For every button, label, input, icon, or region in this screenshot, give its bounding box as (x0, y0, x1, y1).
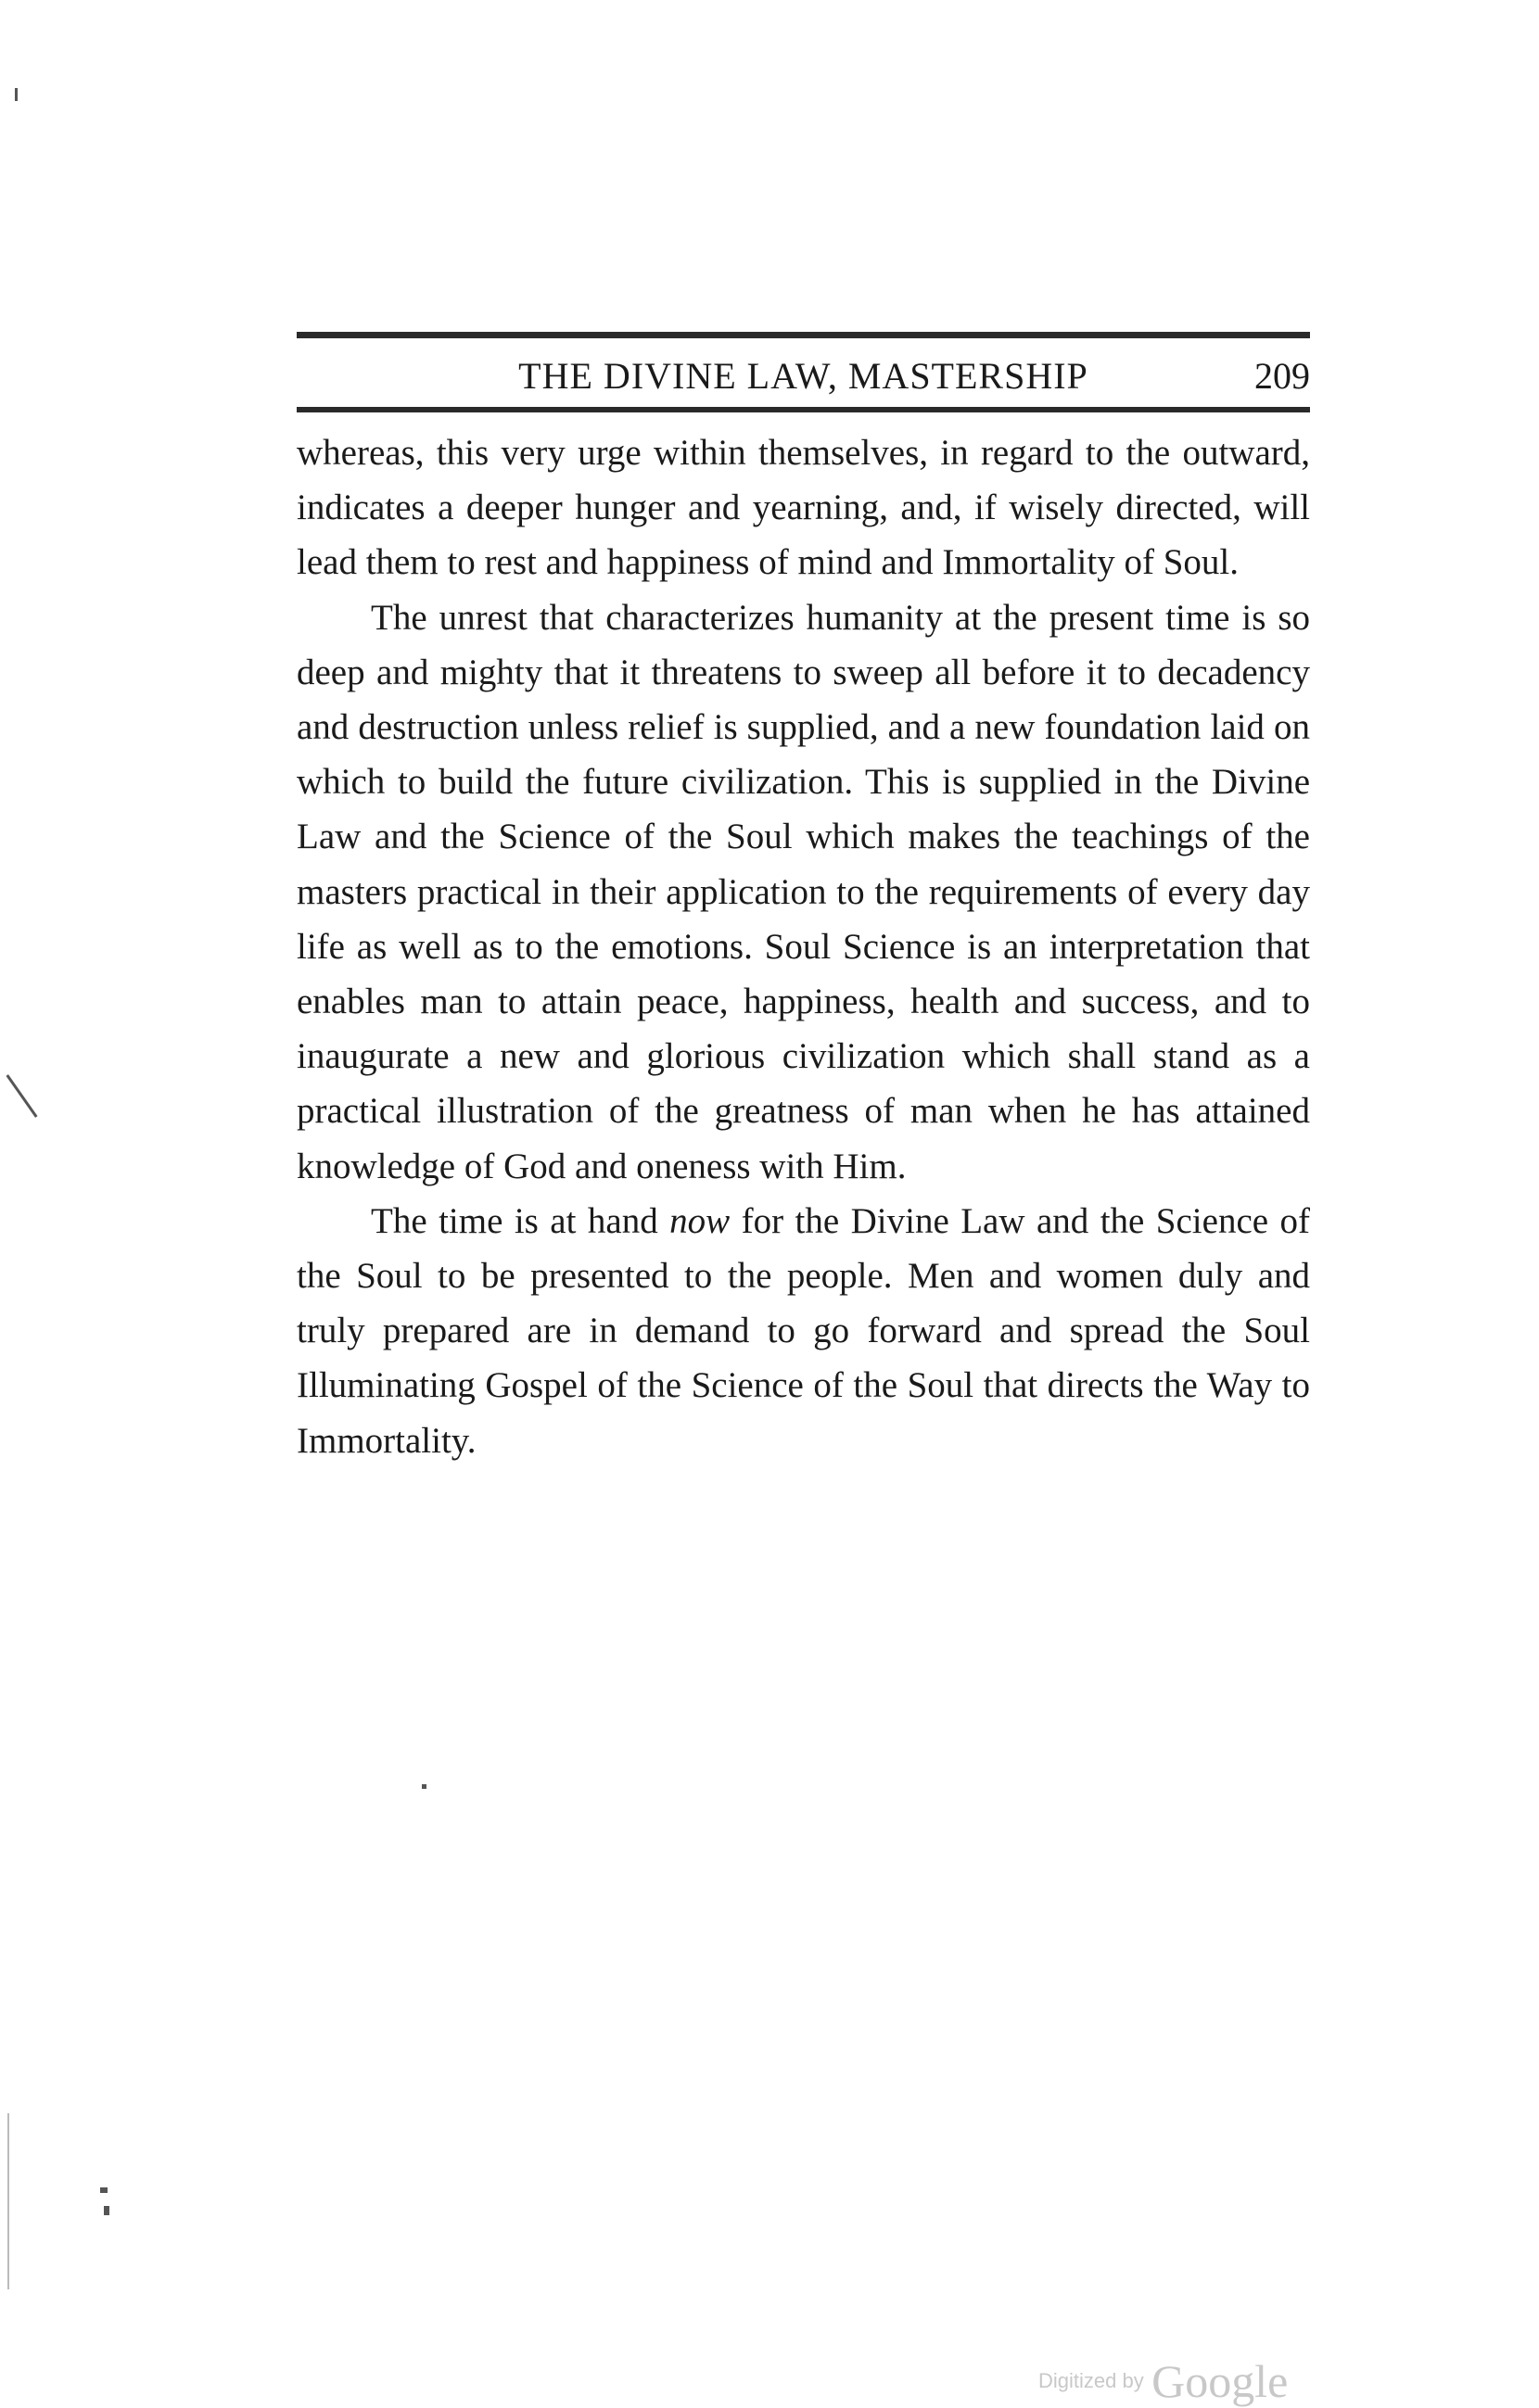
scan-artifact-mark (104, 2206, 109, 2215)
paragraph-2: The unrest that characterizes humanity at the present time is so deep and mighty that it threatens to sweep all before it to decadency and destruction unless relief is supplied, and a new foundation laid on which to build the future civilization. This is supplied in the Divine Law and the Science of the Soul which makes the teachings of the masters practical in their application to the requirements of every day life as well as to the emotions. Soul Science is an interpretation that enables man to attain peace, happiness, health and success, and to inaugurate a new and glorious civilization which shall stand as a practical illustration of the greatness of man when he has attained knowledge of God and oneness with Him. (297, 597, 1310, 1186)
running-header (297, 349, 1310, 404)
scan-artifact-mark (6, 1074, 37, 1118)
scan-artifact-mark (422, 1784, 426, 1789)
paragraph-3 (297, 1194, 1310, 1468)
header-top-rule (297, 332, 1310, 338)
digitized-by-text: Digitized by (1038, 2369, 1144, 2392)
body-text (297, 425, 1310, 1468)
paragraph-3-end: for the Divine Law and the Science of the Soul to be presented to the people. Men and women duly and truly prepared are in demand to go forward and spread the Soul Illuminating Gospel of the Science of the Soul that directs the Way to Immortality. (297, 1200, 1311, 1461)
paragraph-3-start: The time is at hand (371, 1200, 670, 1241)
page-number: 209 (1254, 355, 1310, 397)
paragraph-1: whereas, this very urge within themselves, in regard to the outward, indicates a deeper hunger and yearning, and, if wisely directed, will lead them to rest and happiness of mind and Immortality of Soul. (297, 433, 1310, 583)
scan-artifact-mark (15, 88, 18, 101)
digitized-watermark (1038, 2354, 1288, 2408)
running-title: THE DIVINE LAW, MASTERSHIP (518, 355, 1088, 397)
header-bottom-rule (297, 407, 1310, 412)
scan-artifact-mark (100, 2187, 108, 2193)
paragraph-3-emphasis: now (669, 1200, 731, 1241)
scan-artifact-mark (7, 2113, 9, 2289)
google-logo: Google (1151, 2355, 1289, 2407)
